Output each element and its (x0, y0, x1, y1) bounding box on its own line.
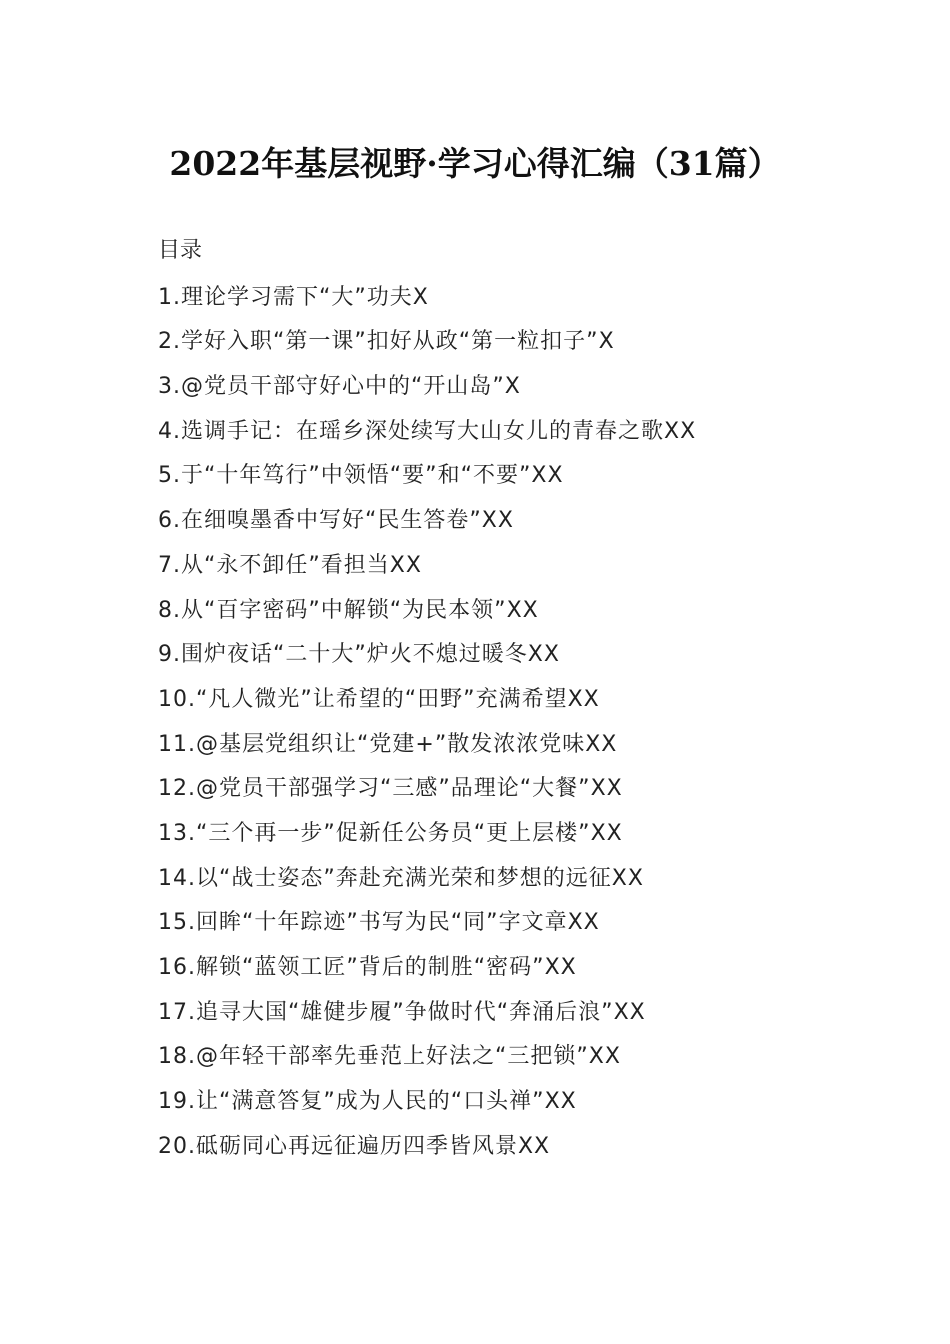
toc-item-16: 16.解锁“蓝领工匠”背后的制胜“密码”XX (158, 955, 577, 980)
toc-item-1: 1.理论学习需下“大”功夫X (158, 284, 429, 310)
toc-item-19: 19.让“满意答复”成为人民的“口头禅”XX (158, 1089, 577, 1115)
toc-item-6: 6.在细嗅墨香中写好“民生答卷”XX (158, 508, 514, 534)
toc-item-17: 17.追寻大国“雄健步履”争做时代“奔涌后浪”XX (158, 999, 646, 1025)
toc-item-14: 14.以“战士姿态”奔赴充满光荣和梦想的远征XX (158, 865, 644, 891)
toc-item-13: 13.“三个再一步”促新任公务员“更上层楼”XX (158, 820, 623, 846)
toc-item-3: 3.@党员干部守好心中的“开山岛”X (158, 374, 521, 400)
toc-item-7: 7.从“永不卸任”看担当XX (158, 552, 422, 578)
toc-item-9: 9.围炉夜话“二十大”炉火不熄过暖冬XX (158, 642, 560, 668)
toc-heading: 目录 (158, 238, 203, 263)
toc-item-8: 8.从“百字密码”中解锁“为民本领”XX (158, 597, 539, 623)
toc-item-4: 4.选调手记：在瑶乡深处续写大山女儿的青春之歌XX (158, 418, 697, 444)
toc-item-20: 20.砥砺同心再远征遍历四季皆风景XX (158, 1133, 551, 1159)
toc-list (158, 278, 918, 1172)
toc-item-5: 5.于“十年笃行”中领悟“要”和“不要”XX (158, 463, 564, 489)
document-title: 2022年基层视野·学习心得汇编（31篇） (169, 144, 781, 183)
toc-item-10: 10.“凡人微光”让希望的“田野”充满希望XX (158, 686, 600, 712)
toc-item-2: 2.学好入职“第一课”扣好从政“第一粒扣子”X (158, 329, 615, 355)
toc-item-12: 12.@党员干部强学习“三感”品理论“大餐”XX (158, 776, 623, 802)
toc-item-11: 11.@基层党组织让“党建+”散发浓浓党味XX (158, 731, 618, 757)
toc-item-18: 18.@年轻干部率先垂范上好法之“三把锁”XX (158, 1044, 621, 1070)
table-of-contents (158, 233, 918, 1171)
toc-item-15: 15.回眸“十年踪迹”书写为民“同”字文章XX (158, 910, 600, 936)
